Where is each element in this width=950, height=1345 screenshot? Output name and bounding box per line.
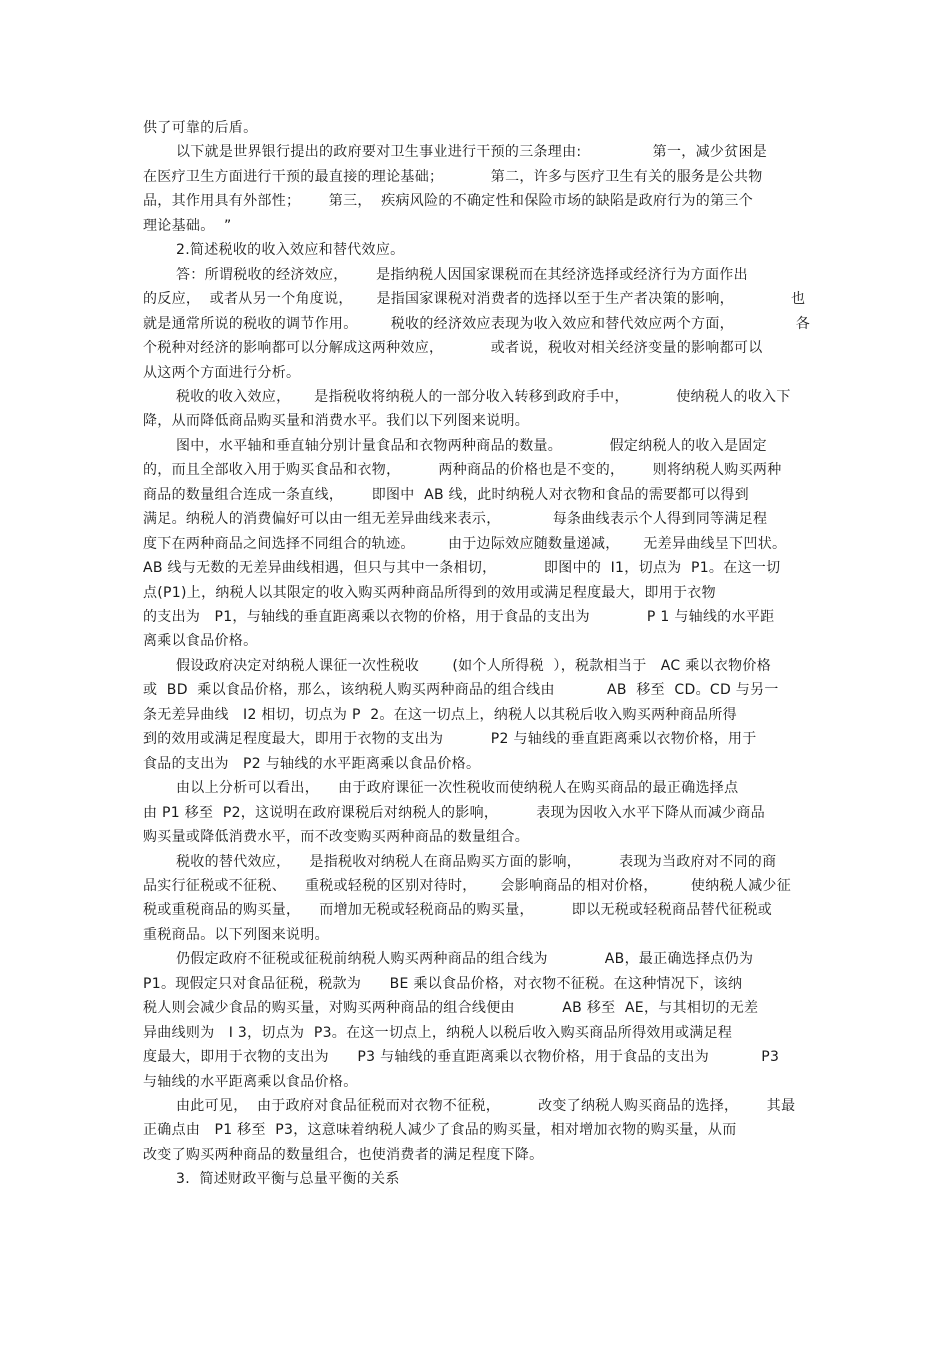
text-line: 商品的数量组合连成一条直线， 即图中 AB 线，此时纳税人对衣物和食品的需要都可以得到 xyxy=(143,486,749,503)
text-line: 满足。纳税人的消费偏好可以由一组无差异曲线来表示， 每条曲线表示个人得到同等满足程 xyxy=(143,511,768,528)
text-line: 的，而且全部收入用于购买食品和衣物， 两种商品的价格也是不变的， 则将纳税人购买两种 xyxy=(143,462,782,479)
text-line: 在医疗卫生方面进行干预的最直接的理论基础； 第二，许多与医疗卫生有关的服务是公共物 xyxy=(143,168,763,185)
text-line: 异曲线则为 I 3，切点为 P3。在这一切点上，纳税人以税后收入购买商品所得效用或满足程 xyxy=(143,1024,733,1041)
text-line: P1。现假定只对食品征税，税款为 BE 乘以食品价格，对衣物不征税。在这种情况下，该纳 xyxy=(143,975,743,992)
text-line: 由 P1 移至 P2，这说明在政府课税后对纳税人的影响， 表现为因收入水平下降从而减少商品 xyxy=(143,804,765,821)
text-line: 条无差异曲线 I2 相切，切点为 P 2。在这一切点上，纳税人以其税后收入购买两种商品所得 xyxy=(143,706,737,723)
text-line: 降，从而降低商品购买量和消费水平。我们以下列图来说明。 xyxy=(143,413,530,430)
text-line: 与轴线的水平距离乘以食品价格。 xyxy=(143,1073,358,1090)
text-line: 2.简述税收的收入效应和替代效应。 xyxy=(176,242,405,259)
text-line: 或 BD 乘以食品价格，那么，该纳税人购买两种商品的组合线由 AB 移至 CD。CD 与另一 xyxy=(143,682,779,699)
text-line: 品，其作用具有外部性； 第三， 疾病风险的不确定性和保险市场的缺陷是政府行为的第三个 xyxy=(143,193,753,210)
text-line: 正确点由 P1 移至 P3，这意味着纳税人减少了食品的购买量，相对增加衣物的购买量，从而 xyxy=(143,1122,737,1139)
text-line: 由此可见， 由于政府对食品征税而对衣物不征税， 改变了纳税人购买商品的选择， 其最 xyxy=(176,1098,796,1114)
text-line: 由以上分析可以看出， 由于政府课征一次性税收而使纳税人在购买商品的最正确选择点 xyxy=(176,780,739,797)
text-line: 点(P1)上，纳税人以其限定的收入购买两种商品所得到的效用或满足程度最大，即用于衣物 xyxy=(143,584,716,601)
text-line: 品实行征税或不征税、 重税或轻税的区别对待时， 会影响商品的相对价格， 使纳税人减少征 xyxy=(143,877,791,894)
text-line: 的支出为 P1，与轴线的垂直距离乘以衣物的价格，用于食品的支出为 P 1 与轴线的水平距 xyxy=(143,609,775,625)
text-line: 税收的收入效应， 是指税收将纳税人的一部分收入转移到政府手中， 使纳税人的收入下 xyxy=(176,388,791,405)
text-line: 从这两个方面进行分析。 xyxy=(143,364,301,381)
text-line: 3. 简述财政平衡与总量平衡的关系 xyxy=(176,1171,400,1188)
text-line: 度最大，即用于衣物的支出为 P3 与轴线的垂直距离乘以衣物价格，用于食品的支出为 P3 xyxy=(143,1049,780,1066)
text-line: 就是通常所说的税收的调节作用。 税收的经济效应表现为收入效应和替代效应两个方面， 各 xyxy=(143,315,811,332)
text-line: 图中，水平轴和垂直轴分别计量食品和衣物两种商品的数量。 假定纳税人的收入是固定 xyxy=(176,437,767,454)
text-line: 离乘以食品价格。 xyxy=(143,633,258,650)
text-line: 答：所谓税收的经济效应， 是指纳税人因国家课税而在其经济选择或经济行为方面作出 xyxy=(176,266,748,283)
text-line: AB 线与无数的无差异曲线相遇，但只与其中一条相切， 即图中的 I1，切点为 P1。在这一切 xyxy=(143,560,781,577)
text-line: 到的效用或满足程度最大，即用于衣物的支出为 P2 与轴线的垂直距离乘以衣物价格，用于 xyxy=(143,731,757,748)
text-line: 的反应， 或者从另一个角度说， 是指国家课税对消费者的选择以至于生产者决策的影响， 也 xyxy=(143,291,806,308)
text-line: 度下在两种商品之间选择不同组合的轨迹。 由于边际效应随数量递减， 无差异曲线呈下凹状。 xyxy=(143,535,787,552)
text-line: 重税商品。以下列图来说明。 xyxy=(143,926,329,943)
text-line: 供了可靠的后盾。 xyxy=(143,120,258,136)
text-line: 税或重税商品的购买量， 而增加无税或轻税商品的购买量， 即以无税或轻税商品替代征税或 xyxy=(143,902,772,919)
text-line: 税收的替代效应， 是指税收对纳税人在商品购买方面的影响， 表现为当政府对不同的商 xyxy=(176,853,777,870)
text-line: 以下就是世界银行提出的政府要对卫生事业进行干预的三条理由: 第一，减少贫困是 xyxy=(176,144,768,161)
text-line: 假设政府决定对纳税人课征一次性税收 (如个人所得税 ），税款相当于 AC 乘以衣物价格 xyxy=(176,657,772,674)
text-line: 理论基础。 ” xyxy=(143,217,232,234)
text-line: 税人则会减少食品的购买量，对购买两种商品的组合线便由 AB 移至 AE，与其相切的无差 xyxy=(143,1000,759,1017)
text-line: 个税种对经济的影响都可以分解成这两种效应， 或者说，税收对相关经济变量的影响都可以 xyxy=(143,340,763,357)
text-line: 仍假定政府不征税或征税前纳税人购买两种商品的组合线为 AB，最正确选择点仍为 xyxy=(176,951,754,968)
text-line: 购买量或降低消费水平，而不改变购买两种商品的数量组合。 xyxy=(143,829,530,846)
text-line: 改变了购买两种商品的数量组合，也使消费者的满足程度下降。 xyxy=(143,1146,544,1163)
text-line: 食品的支出为 P2 与轴线的水平距离乘以食品价格。 xyxy=(143,755,481,772)
